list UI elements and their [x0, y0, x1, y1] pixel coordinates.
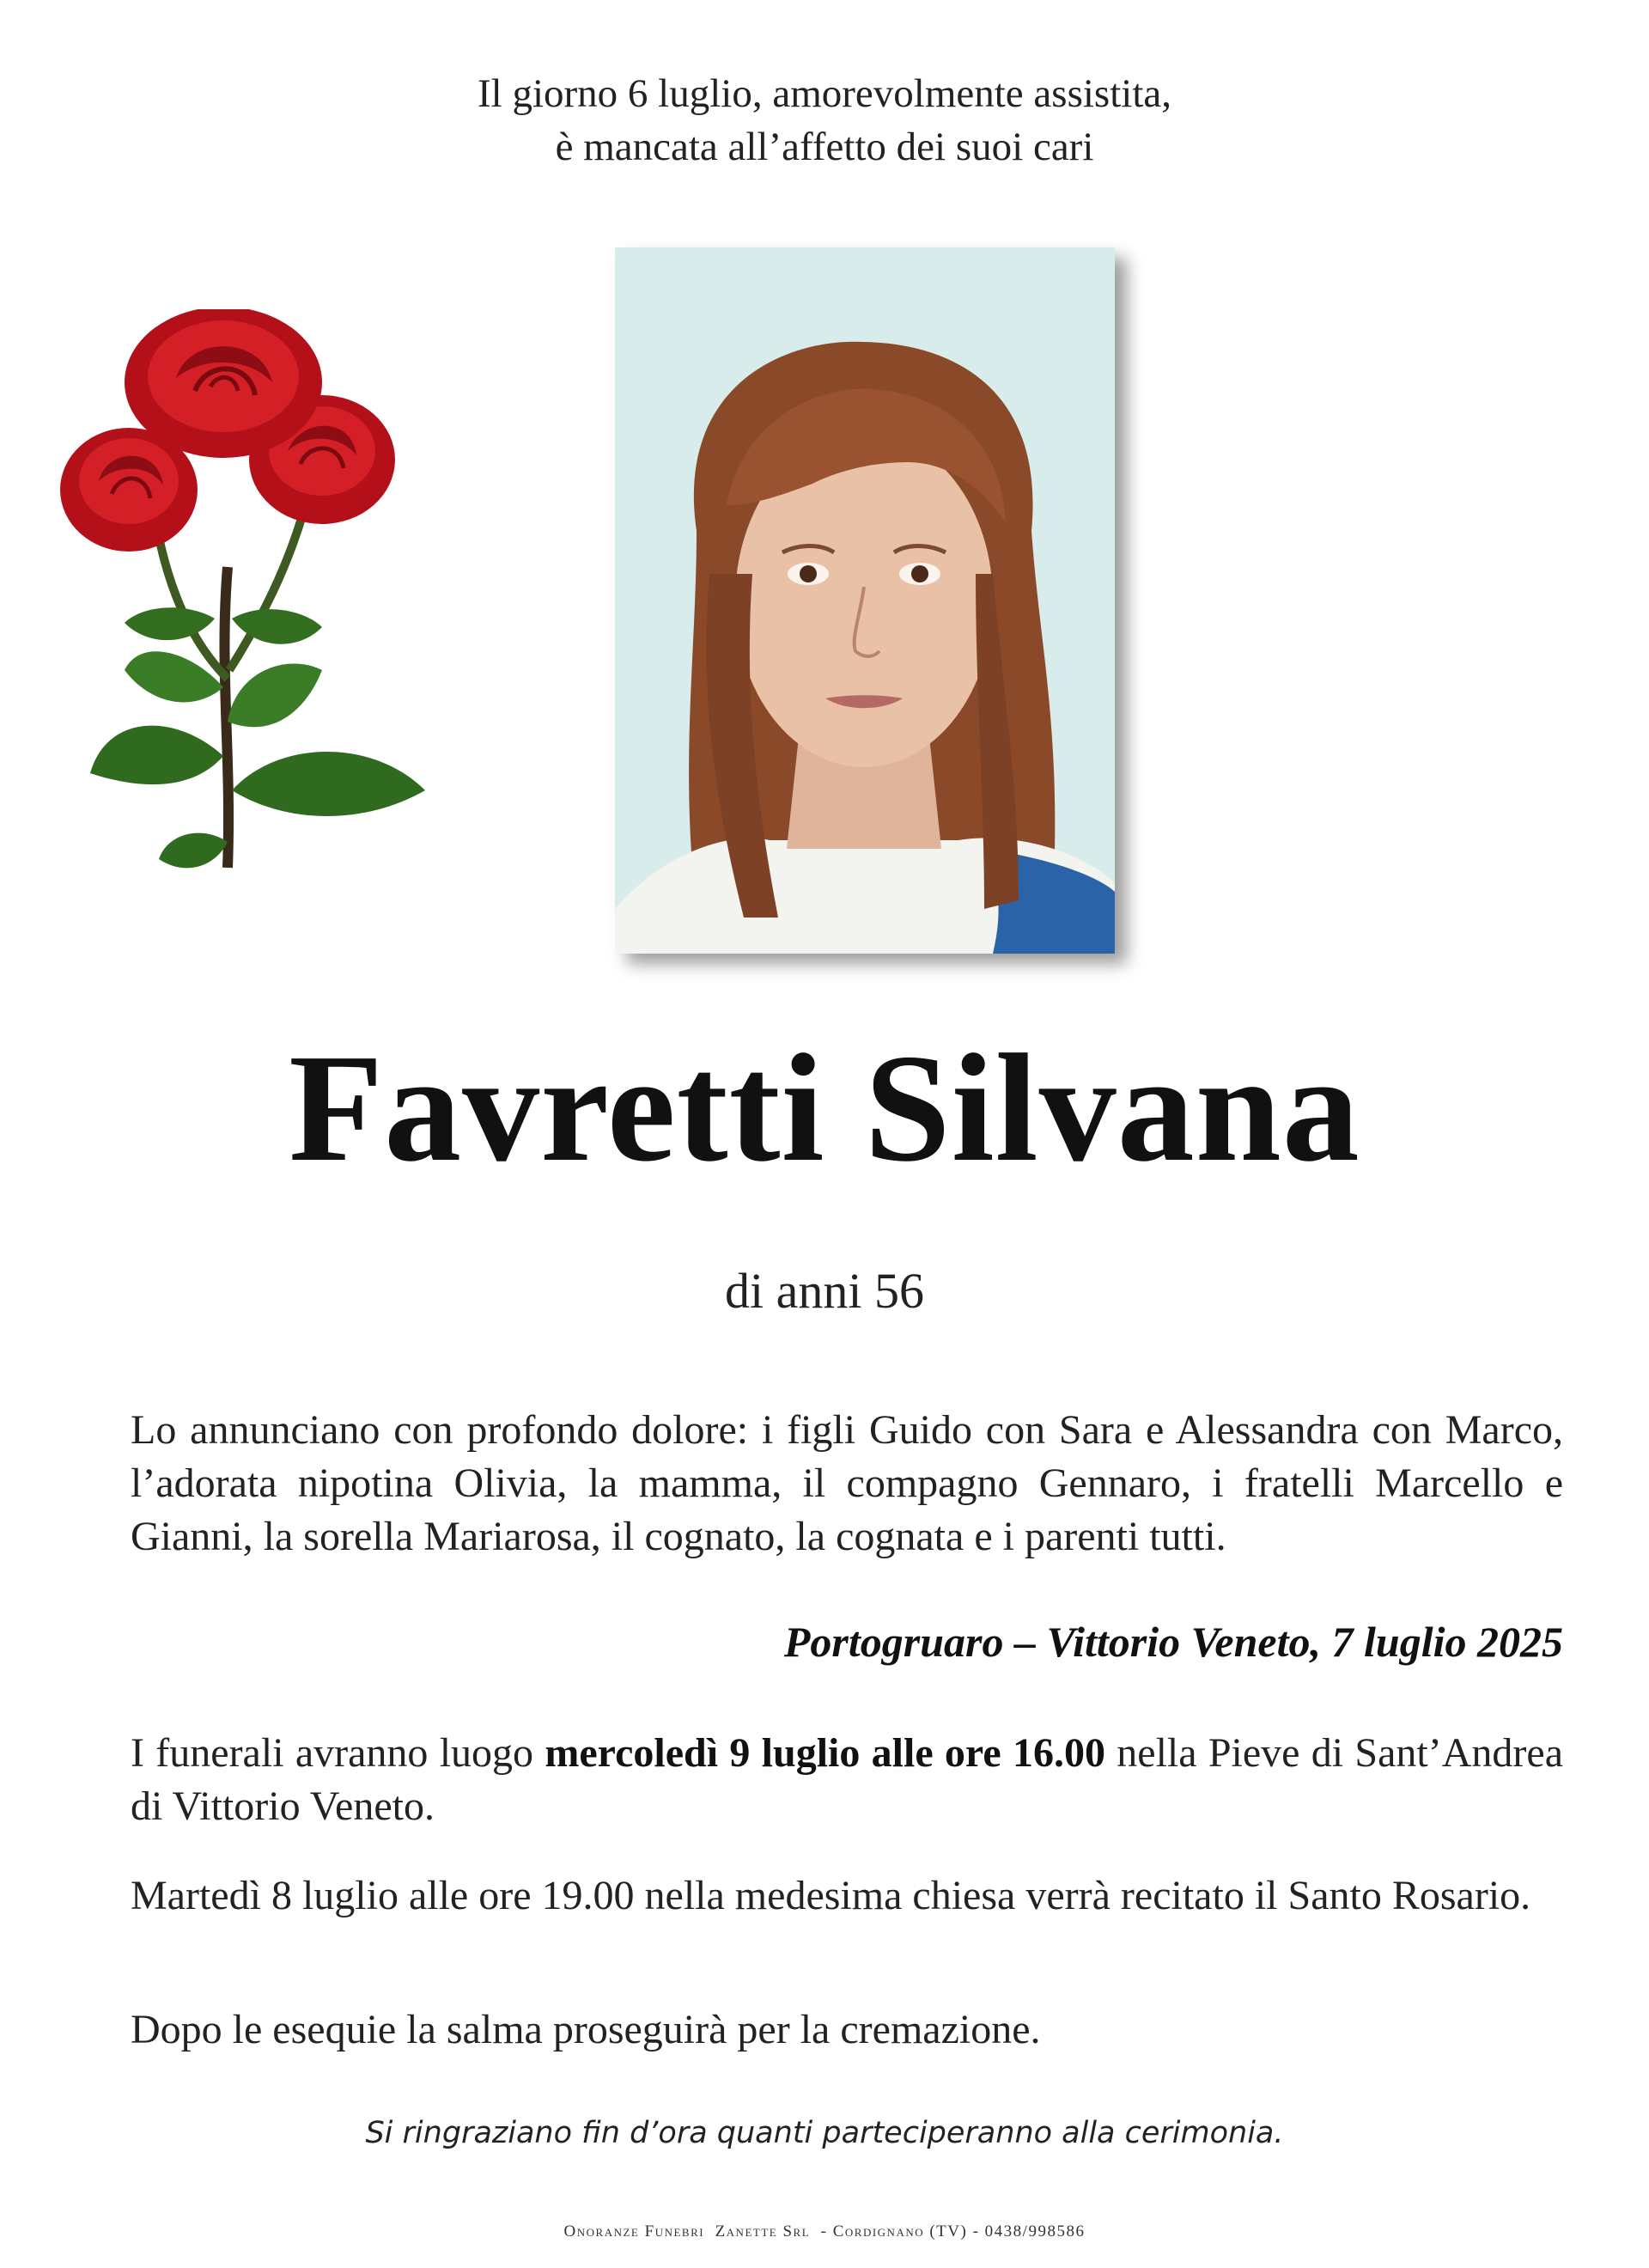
funeral-info: [131, 1727, 1563, 1833]
intro-text: [0, 67, 1649, 174]
thanks-note: Si ringraziano fin d’ora quanti parteciperanno alla cerimonia.: [365, 2116, 1284, 2150]
funeral-prefix: I funerali avranno luogo: [131, 1730, 545, 1776]
announcement-text: Lo annunciano con profondo dolore: i figli Guido con Sara e Alessandra con Marco, l’adorata nipotina Olivia, la mamma, il compagno Gennaro, i fratelli Marcello e Gianni, la sorella Mariarosa, il cognato, la cognata e i parenti tutti.: [131, 1407, 1563, 1559]
intro-line-2: è mancata all’affetto dei suoi cari: [555, 125, 1094, 169]
rose-icon: [47, 309, 434, 893]
deceased-name: Favretti Silvana: [289, 1022, 1360, 1193]
intro-line-1: Il giorno 6 luglio, amorevolmente assistita,: [478, 71, 1171, 116]
funeral-home-footer: Onoranze Funebri Zanette Srl - Cordignano (TV) - 0438/998586: [563, 2222, 1086, 2241]
portrait-photo: [615, 247, 1115, 954]
rosary-info: Martedì 8 luglio alle ore 19.00 nella medesima chiesa verrà recitato il Santo Rosario.: [131, 1873, 1531, 1918]
deceased-age: di anni 56: [725, 1263, 924, 1319]
place-date: Portogruaro – Vittorio Veneto, 7 luglio 2025: [783, 1618, 1563, 1666]
funeral-suffix: nella Pieve di Sant’Andrea di Vittorio Veneto.: [131, 1730, 1563, 1829]
cremation-info: Dopo le esequie la salma proseguirà per la cremazione.: [131, 2007, 1041, 2052]
funeral-datetime: mercoledì 9 luglio alle ore 16.00: [545, 1730, 1105, 1776]
